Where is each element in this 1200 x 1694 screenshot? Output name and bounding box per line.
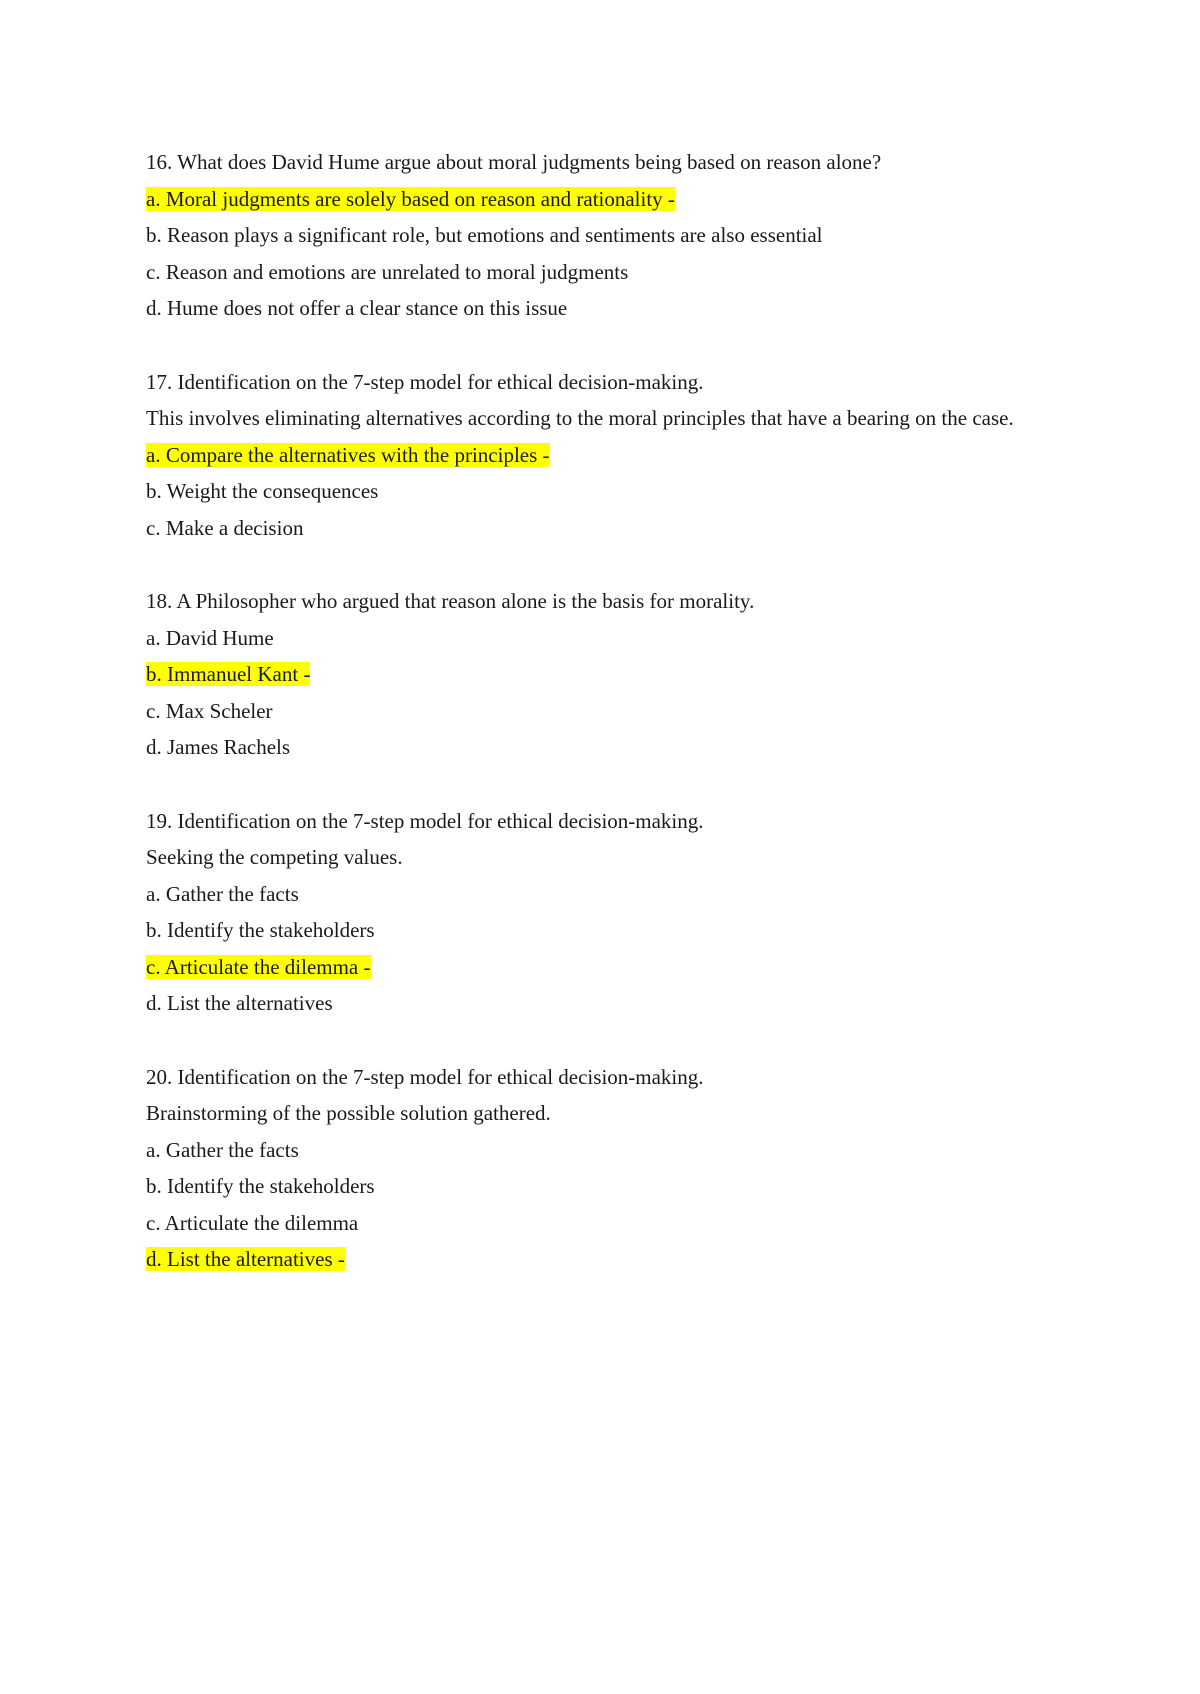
- question-stem: 17. Identification on the 7-step model for ethical decision-making.: [146, 369, 704, 394]
- question-stem: 16. What does David Hume argue about moral judgments being based on reason alone?: [146, 150, 882, 174]
- question-19: [146, 803, 1066, 1022]
- option-d: d. Hume does not offer a clear stance on this issue: [146, 296, 568, 320]
- option-d: d. James Rachels: [146, 735, 291, 759]
- question-stem: 20. Identification on the 7-step model for ethical decision-making.: [146, 1064, 704, 1089]
- question-prompt: Brainstorming of the possible solution gathered.: [146, 1101, 551, 1125]
- option-a: a. David Hume: [146, 625, 274, 650]
- option-c: c. Make a decision: [146, 515, 304, 540]
- answer-highlight: b. Immanuel Kant -: [146, 662, 311, 686]
- question-stem: 18. A Philosopher who argued that reason alone is the basis for morality.: [146, 589, 755, 613]
- option-a: a. Gather the facts: [146, 1137, 299, 1162]
- question-prompt: Seeking the competing values.: [146, 845, 403, 869]
- option-a: [146, 181, 1066, 218]
- option-c: c. Max Scheler: [146, 698, 273, 723]
- option-c: [146, 949, 1066, 986]
- option-c: c. Articulate the dilemma: [146, 1210, 359, 1235]
- option-b: [146, 656, 1066, 693]
- question-18: [146, 583, 1066, 766]
- option-b: b. Reason plays a significant role, but emotions and sentiments are also essential: [146, 223, 823, 247]
- answer-highlight: a. Compare the alternatives with the principles -: [146, 442, 550, 467]
- answer-highlight: d. List the alternatives -: [146, 1247, 345, 1271]
- question-prompt: This involves eliminating alternatives according to the moral principles that have a bearing on the case.: [146, 406, 1014, 430]
- question-17: [146, 364, 1066, 547]
- option-b: b. Identify the stakeholders: [146, 1174, 375, 1198]
- question-20: [146, 1059, 1066, 1278]
- answer-highlight: c. Articulate the dilemma -: [146, 954, 371, 979]
- question-16: [146, 144, 1066, 327]
- option-d: [146, 1241, 1066, 1278]
- option-a: [146, 437, 1066, 474]
- option-d: d. List the alternatives: [146, 991, 333, 1015]
- option-c: c. Reason and emotions are unrelated to moral judgments: [146, 259, 629, 284]
- option-b: b. Weight the consequences: [146, 479, 379, 503]
- option-b: b. Identify the stakeholders: [146, 918, 375, 942]
- option-a: a. Gather the facts: [146, 881, 299, 906]
- question-stem: 19. Identification on the 7-step model for ethical decision-making.: [146, 808, 704, 833]
- document-page: [146, 144, 1066, 1315]
- answer-highlight: a. Moral judgments are solely based on reason and rationality -: [146, 186, 675, 211]
